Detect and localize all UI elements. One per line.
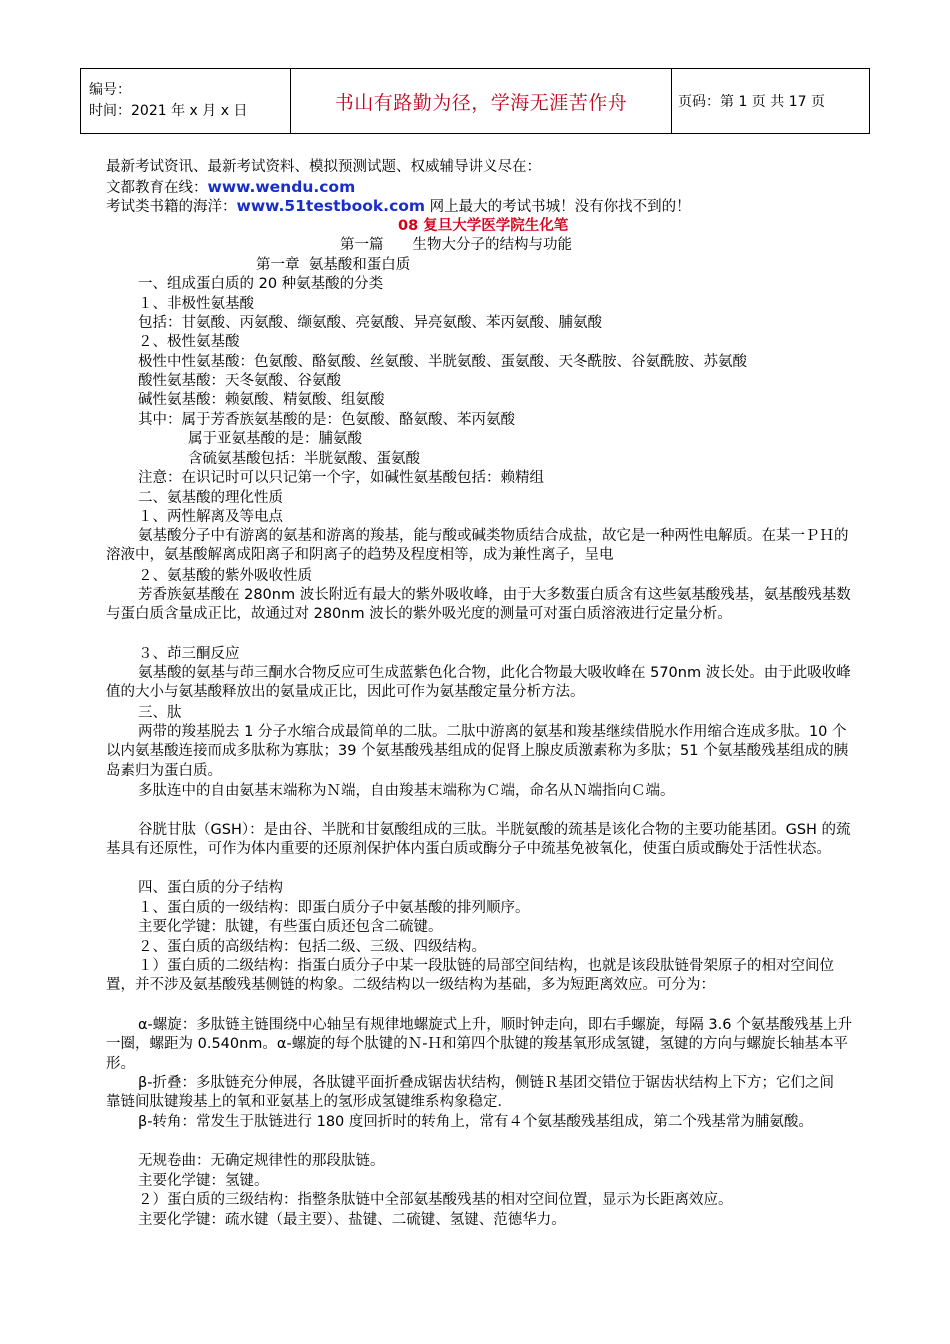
subheading-uv: ２、氨基酸的紫外吸收性质 [138,568,312,584]
paragraph: 氨基酸分子中有游离的氨基和游离的羧基，能与酸或碱类物质结合成盐，故它是一种两性电解质。在某一ＰＨ的溶液中，氨基酸解离成阳离子和阴离子的趋势及程度相等，成为兼性离子，呈电 [106,528,849,564]
ad-line-2 [106,178,355,198]
section-heading-2: 二、氨基酸的理化性质 [138,490,283,506]
document-title: 08 复旦大学医学院生化笔 [398,218,569,234]
section-heading-4: 四、蛋白质的分子结构 [138,880,283,896]
ad-line-3-suffix: 网上最大的考试书城！没有你找不到的！ [425,199,691,215]
text-line: 主要化学键：疏水键（最主要）、盐键、二硫键、氢键、范德华力。 [138,1212,566,1228]
text-line: 含硫氨基酸包括：半胱氨酸、蛋氨酸 [188,451,420,467]
text-line: 碱性氨基酸：赖氨酸、精氨酸、组氨酸 [138,392,385,408]
paragraph: β-转角：常发生于肽链进行 180 度回折时的转角上，常有４个氨基酸残基组成，第二个残基常为脯氨酸。 [138,1114,813,1130]
paragraph: 氨基酸的氨基与茚三酮水合物反应可生成蓝紫色化合物，此化合物最大吸收峰在 570nm 波长处。由于此吸收峰值的大小与氨基酸释放出的氨量成正比，因此可作为氨基酸定量分析方法。 [106,665,851,701]
subheading-amphoteric: １、两性解离及等电点 [138,509,283,525]
text-line: 主要化学键：氢键。 [138,1173,269,1189]
testbook-link[interactable]: www.51testbook.com [236,197,426,215]
header-table [80,68,870,134]
header-meta-cell [81,69,291,134]
paragraph: α-螺旋：多肽链主链围绕中心轴呈有规律地螺旋式上升，顺时钟走向，即右手螺旋，每隔 3.6 个氨基酸残基上升一圈，螺距为 0.540nm。α-螺旋的每个肽键的Ｎ-Ｈ和第四个肽键的羧基氧形成氢键，氢键的方向与螺旋长轴基本平形。 [106,1017,853,1072]
paragraph: １）蛋白质的二级结构：指蛋白质分子中某一段肽链的局部空间结构，也就是该段肽链骨架原子的相对空间位置，并不涉及氨基酸残基侧链的构象。二级结构以一级结构为基础，多为短距离效应。可分为： [106,958,834,994]
text-line: 无规卷曲：无确定规律性的那段肽链。 [138,1153,385,1169]
text-line: 主要化学键：肽键，有些蛋白质还包含二硫键。 [138,919,443,935]
part-heading: 第一篇 生物大分子的结构与功能 [340,237,572,253]
paragraph: 谷胱甘肽（GSH）：是由谷、半胱和甘氨酸组成的三肽。半胱氨酸的巯基是该化合物的主要功能基团。GSH 的巯基具有还原性，可作为体内重要的还原剂保护体内蛋白质或酶分子中巯基免被氧化，使蛋白质或酶处于活性状态。 [106,822,851,858]
text-line: 其中：属于芳香族氨基酸的是：色氨酸、酪氨酸、苯丙氨酸 [138,412,515,428]
doc-time-label: 时间：2021 年 x 月 x 日 [89,103,248,119]
header-page-number: 页码：第 1 页 共 17 页 [672,69,870,134]
text-line: 包括：甘氨酸、丙氨酸、缬氨酸、亮氨酸、异亮氨酸、苯丙氨酸、脯氨酸 [138,315,602,331]
ad-line-3 [106,197,691,217]
header-motto: 书山有路勤为径，学海无涯苦作舟 [291,69,672,134]
text-line: 多肽连中的自由氨基末端称为Ｎ端，自由羧基末端称为Ｃ端，命名从Ｎ端指向Ｃ端。 [138,783,675,799]
ad-line-2-prefix: 文都教育在线： [106,180,208,196]
text-line: 属于亚氨基酸的是：脯氨酸 [188,431,362,447]
paragraph: 两带的羧基脱去 1 分子水缩合成最简单的二肽。二肽中游离的氨基和羧基继续借脱水作用缩合连成多肽。10 个以内氨基酸连接而成多肽称为寡肽；39 个氨基酸残基组成的促肾上腺皮质激素称为多肽；51 个氨基酸残基组成的胰岛素归为蛋白质。 [106,724,849,779]
subheading-nonpolar: １、非极性氨基酸 [138,296,254,312]
note-line: 注意：在识记时可以只记第一个字，如碱性氨基酸包括：赖精组 [138,470,544,486]
wendu-link[interactable]: www.wendu.com [207,178,356,196]
text-line: 极性中性氨基酸：色氨酸、酪氨酸、丝氨酸、半胱氨酸、蛋氨酸、天冬酰胺、谷氨酰胺、苏氨酸 [138,354,747,370]
subheading-ninhydrin: ３、茚三酮反应 [138,646,240,662]
subheading-polar: ２、极性氨基酸 [138,334,240,350]
chapter-heading: 第一章 氨基酸和蛋白质 [256,257,411,273]
doc-number-label: 编号： [89,82,131,98]
section-heading-1: 一、组成蛋白质的 20 种氨基酸的分类 [138,276,384,292]
text-line: １、蛋白质的一级结构：即蛋白质分子中氨基酸的排列顺序。 [138,900,530,916]
paragraph: 芳香族氨基酸在 280nm 波长附近有最大的紫外吸收峰，由于大多数蛋白质含有这些氨基酸残基，氨基酸残基数与蛋白质含量成正比，故通过对 280nm 波长的紫外吸光度的测量可对蛋白质溶液进行定量分析。 [106,587,851,623]
text-line: 酸性氨基酸：天冬氨酸、谷氨酸 [138,373,341,389]
ad-line-1: 最新考试资讯、最新考试资料、模拟预测试题、权威辅导讲义尽在： [106,159,541,175]
text-line: ２、蛋白质的高级结构：包括二级、三级、四级结构。 [138,939,486,955]
section-heading-3: 三、肽 [138,705,182,721]
paragraph: β-折叠：多肽链充分伸展，各肽键平面折叠成锯齿状结构，侧链Ｒ基团交错位于锯齿状结构上下方；它们之间靠链间肽键羧基上的氧和亚氨基上的氢形成氢键维系构象稳定． [106,1075,834,1111]
text-line: ２）蛋白质的三级结构：指整条肽链中全部氨基酸残基的相对空间位置，显示为长距离效应。 [138,1192,733,1208]
ad-line-3-prefix: 考试类书籍的海洋： [106,199,237,215]
